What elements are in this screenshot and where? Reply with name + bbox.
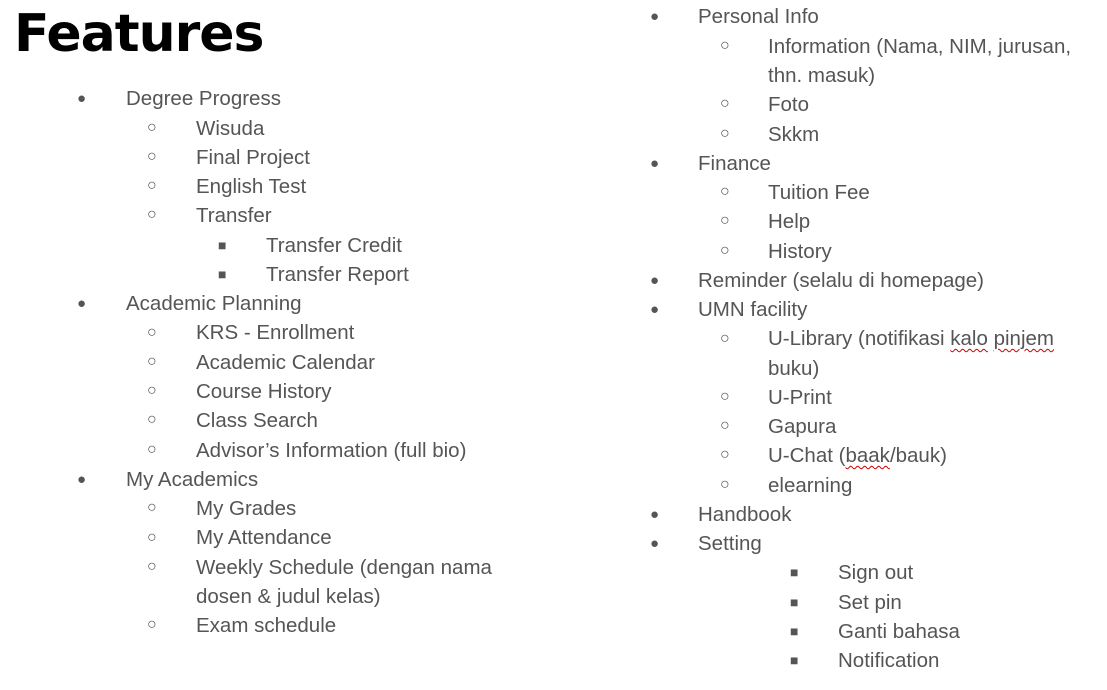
spellcheck-word: baak <box>845 444 890 467</box>
list-item-umn-facility: UMN facility <box>698 298 808 321</box>
circle-bullet-icon: ○ <box>147 353 157 370</box>
bullet-icon: ● <box>77 295 87 312</box>
spellcheck-word: kalo <box>950 327 988 350</box>
list-item-personal-info: Personal Info <box>698 5 819 28</box>
square-bullet-icon: ■ <box>218 266 227 282</box>
u-chat-suffix: /bauk) <box>889 444 947 467</box>
list-item-handbook: Handbook <box>698 503 792 526</box>
list-item: Information (Nama, NIM, jurusan, <box>768 35 1072 58</box>
list-item: KRS - Enrollment <box>196 321 355 344</box>
list-item-finance: Finance <box>698 152 771 175</box>
list-item: Class Search <box>196 409 318 432</box>
bullet-icon: ● <box>650 301 660 318</box>
list-item: Transfer <box>196 204 272 227</box>
list-item: Foto <box>768 93 810 116</box>
circle-bullet-icon: ○ <box>720 212 730 229</box>
u-chat-text: U-Chat ( <box>768 444 846 467</box>
list-item-continuation: thn. masuk) <box>768 64 876 87</box>
circle-bullet-icon: ○ <box>147 177 157 194</box>
circle-bullet-icon: ○ <box>147 411 157 428</box>
list-item: Tuition Fee <box>768 181 870 204</box>
list-item-academic-planning: Academic Planning <box>126 292 302 315</box>
bullet-icon: ● <box>650 272 660 289</box>
list-item: English Test <box>196 175 307 198</box>
square-bullet-icon: ■ <box>218 237 227 253</box>
list-item: Weekly Schedule (dengan nama <box>196 556 492 579</box>
list-item: U-Print <box>768 386 832 409</box>
list-item: Skkm <box>768 123 820 146</box>
list-item-continuation: buku) <box>768 357 820 380</box>
square-bullet-icon: ■ <box>790 564 799 580</box>
list-item: Advisor’s Information (full bio) <box>196 439 467 462</box>
list-item-degree-progress: Degree Progress <box>126 87 281 110</box>
circle-bullet-icon: ○ <box>147 616 157 633</box>
list-item-u-chat <box>768 441 947 470</box>
circle-bullet-icon: ○ <box>720 388 730 405</box>
list-item: Course History <box>196 380 332 403</box>
list-item: My Grades <box>196 497 297 520</box>
circle-bullet-icon: ○ <box>147 558 157 575</box>
list-item: Help <box>768 210 811 233</box>
u-library-text: U-Library (notifikasi <box>768 327 951 350</box>
list-item: Academic Calendar <box>196 351 375 374</box>
list-item: Ganti bahasa <box>838 620 960 643</box>
page-title: Features <box>14 4 264 64</box>
circle-bullet-icon: ○ <box>147 148 157 165</box>
list-item-continuation: dosen & judul kelas) <box>196 585 381 608</box>
circle-bullet-icon: ○ <box>147 324 157 341</box>
circle-bullet-icon: ○ <box>147 382 157 399</box>
list-item: Sign out <box>838 561 914 584</box>
circle-bullet-icon: ○ <box>720 476 730 493</box>
circle-bullet-icon: ○ <box>720 417 730 434</box>
bullet-icon: ● <box>650 506 660 523</box>
spellcheck-word: pinjem <box>993 327 1054 350</box>
circle-bullet-icon: ○ <box>147 119 157 136</box>
circle-bullet-icon: ○ <box>720 95 730 112</box>
list-item: Wisuda <box>196 117 265 140</box>
circle-bullet-icon: ○ <box>720 183 730 200</box>
list-item: Transfer Report <box>266 263 409 286</box>
list-item: Notification <box>838 649 940 672</box>
bullet-icon: ● <box>650 155 660 172</box>
circle-bullet-icon: ○ <box>147 529 157 546</box>
circle-bullet-icon: ○ <box>720 242 730 259</box>
list-item: Exam schedule <box>196 614 337 637</box>
list-item: History <box>768 240 832 263</box>
list-item: Set pin <box>838 591 902 614</box>
square-bullet-icon: ■ <box>790 652 799 668</box>
circle-bullet-icon: ○ <box>147 206 157 223</box>
bullet-icon: ● <box>77 90 87 107</box>
bullet-icon: ● <box>650 535 660 552</box>
circle-bullet-icon: ○ <box>720 125 730 142</box>
list-item: Gapura <box>768 415 837 438</box>
square-bullet-icon: ■ <box>790 594 799 610</box>
circle-bullet-icon: ○ <box>147 499 157 516</box>
list-item: Transfer Credit <box>266 234 402 257</box>
bullet-icon: ● <box>650 8 660 25</box>
list-item-reminder: Reminder (selalu di homepage) <box>698 269 985 292</box>
list-item: elearning <box>768 474 853 497</box>
square-bullet-icon: ■ <box>790 623 799 639</box>
circle-bullet-icon: ○ <box>720 446 730 463</box>
list-item: My Attendance <box>196 526 332 549</box>
bullet-icon: ● <box>77 471 87 488</box>
circle-bullet-icon: ○ <box>720 330 730 347</box>
list-item-u-library <box>768 324 1054 353</box>
circle-bullet-icon: ○ <box>720 37 730 54</box>
list-item-setting: Setting <box>698 532 762 555</box>
list-item: Final Project <box>196 146 310 169</box>
circle-bullet-icon: ○ <box>147 441 157 458</box>
list-item-my-academics: My Academics <box>126 468 259 491</box>
